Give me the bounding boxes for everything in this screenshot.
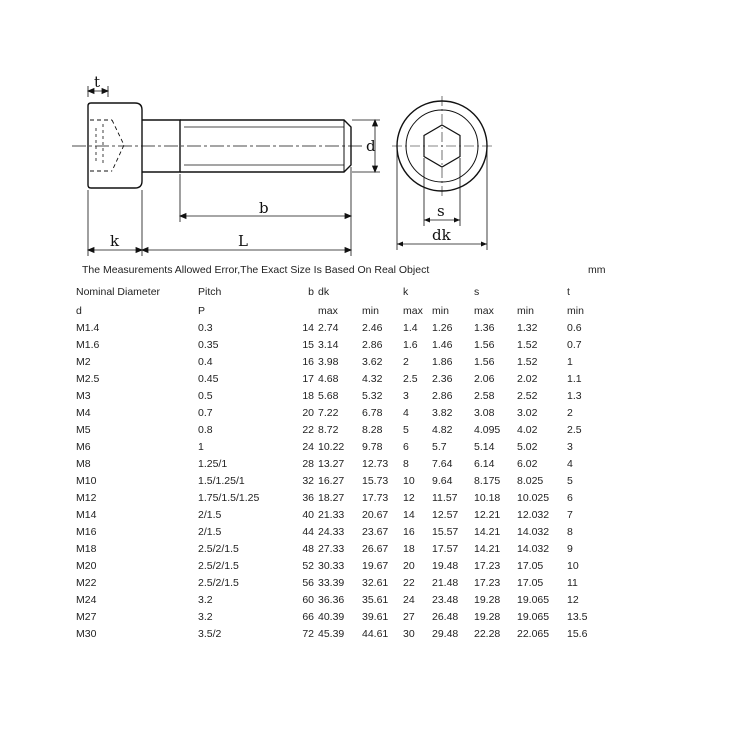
table-cell: b <box>308 286 314 298</box>
table-cell: 16 <box>302 356 314 368</box>
table-cell: 8 <box>403 458 409 470</box>
table-cell: 11.57 <box>432 492 458 504</box>
table-cell: s <box>474 285 480 298</box>
table-cell: 23.67 <box>362 526 389 538</box>
table-row <box>76 337 607 354</box>
table-cell: 2.5/2/1.5 <box>198 577 239 589</box>
table-cell: 1 <box>198 441 204 453</box>
table-cell: 4 <box>403 407 409 419</box>
table-cell: M1.6 <box>76 339 100 351</box>
table-cell: 1.1 <box>567 373 582 385</box>
label-b: b <box>259 199 269 217</box>
table-cell: 8.175 <box>474 475 501 487</box>
table-cell: 2 <box>567 407 573 419</box>
table-row <box>76 320 607 337</box>
table-cell: M2 <box>76 356 91 368</box>
table-cell: 4.32 <box>362 373 383 385</box>
table-cell: 12.57 <box>432 509 459 521</box>
table-cell: P <box>198 305 206 317</box>
table-cell: 3.08 <box>474 407 495 419</box>
table-cell: M8 <box>76 458 91 470</box>
table-cell: 44 <box>302 526 314 538</box>
table-cell: 1.26 <box>432 322 453 334</box>
table-cell: 2.5/2/1.5 <box>198 560 239 572</box>
table-cell: 3.98 <box>318 356 339 368</box>
table-cell: M1.4 <box>76 322 100 334</box>
table-cell <box>432 281 474 303</box>
table-cell: 7 <box>567 509 573 521</box>
table-cell: 13.5 <box>567 611 588 623</box>
table-cell: 11 <box>567 577 578 589</box>
table-cell: 5 <box>567 475 573 487</box>
specification-table <box>76 281 607 643</box>
table-cell: 1.3 <box>567 390 582 402</box>
table-cell: t <box>567 285 570 298</box>
table-header-row <box>76 281 607 303</box>
table-cell: 1.56 <box>474 339 495 351</box>
table-cell: 1.75/1.5/1.25 <box>198 492 260 504</box>
table-cell: d <box>76 305 82 317</box>
table-cell: 15 <box>302 339 314 351</box>
table-cell: 1.6 <box>403 339 418 351</box>
table-cell: 2.58 <box>474 390 495 402</box>
table-cell: 8 <box>567 526 573 538</box>
dimension-lines <box>88 86 380 256</box>
table-cell: 56 <box>302 577 314 589</box>
table-cell: 35.61 <box>362 594 389 606</box>
table-cell: 2.86 <box>362 339 383 351</box>
table-cell: 29.48 <box>432 628 459 640</box>
table-cell: 2.74 <box>318 322 339 334</box>
table-cell: 0.3 <box>198 322 213 334</box>
table-row <box>76 524 607 541</box>
table-cell: 30 <box>403 628 415 640</box>
table-cell: 24 <box>403 594 415 606</box>
table-cell: M27 <box>76 611 97 623</box>
table-cell: 1.52 <box>517 356 538 368</box>
table-cell: 10 <box>403 475 415 487</box>
table-cell: 32 <box>302 475 314 487</box>
table-cell: 17.73 <box>362 492 389 504</box>
table-cell: 10.025 <box>517 492 550 504</box>
table-cell: 10.18 <box>474 492 501 504</box>
table-cell: 14 <box>403 509 415 521</box>
table-cell: 16 <box>403 526 415 538</box>
table-cell: 3 <box>403 390 409 402</box>
table-cell: dk <box>318 285 330 298</box>
table-row <box>76 592 607 609</box>
table-cell: 21.33 <box>318 509 345 521</box>
table-cell: M5 <box>76 424 91 436</box>
screw-technical-drawing <box>0 0 730 262</box>
table-cell: 3 <box>567 441 573 453</box>
label-t: t <box>94 73 101 91</box>
table-cell: k <box>403 285 409 298</box>
table-cell: 4.095 <box>474 424 501 436</box>
table-cell: 3.82 <box>432 407 453 419</box>
table-cell: 0.8 <box>198 424 213 436</box>
table-row <box>76 439 607 456</box>
table-cell: 2.02 <box>517 373 538 385</box>
table-cell: 28 <box>302 458 314 470</box>
table-cell: 1.36 <box>474 322 495 334</box>
table-cell: 22 <box>403 577 415 589</box>
table-cell: 17.05 <box>517 577 544 589</box>
table-cell: 3.62 <box>362 356 383 368</box>
table-cell: 36.36 <box>318 594 345 606</box>
table-cell: 20.67 <box>362 509 389 521</box>
table-cell: 2.46 <box>362 322 383 334</box>
table-cell: 14.21 <box>474 543 501 555</box>
table-cell: 7.22 <box>318 407 339 419</box>
table-cell: 22.065 <box>517 628 550 640</box>
table-row <box>76 405 607 422</box>
table-cell: 39.61 <box>362 611 389 623</box>
table-cell: 0.35 <box>198 339 219 351</box>
table-cell: 3.5/2 <box>198 628 222 640</box>
table-cell: 2 <box>403 356 409 368</box>
table-cell: 15.6 <box>567 628 588 640</box>
table-cell: 66 <box>302 611 314 623</box>
table-cell: 9.64 <box>432 475 453 487</box>
table-cell: 52 <box>302 560 314 572</box>
table-cell <box>362 281 403 303</box>
table-cell: 6 <box>567 492 573 504</box>
table-cell: 12.032 <box>517 509 550 521</box>
table-cell: 16.27 <box>318 475 345 487</box>
table-cell: 72 <box>302 628 314 640</box>
table-cell <box>517 281 567 303</box>
table-cell: 60 <box>302 594 314 606</box>
table-cell: 20 <box>302 407 314 419</box>
table-cell: 8.72 <box>318 424 339 436</box>
table-cell: 2.52 <box>517 390 538 402</box>
table-cell: 6 <box>403 441 409 453</box>
table-cell: 27 <box>403 611 415 623</box>
table-cell: M30 <box>76 628 97 640</box>
label-s: s <box>437 202 445 220</box>
table-cell: 2.5 <box>567 424 582 436</box>
table-cell: 6.14 <box>474 458 495 470</box>
table-cell: 2.06 <box>474 373 495 385</box>
label-L: L <box>238 232 248 250</box>
table-row <box>76 354 607 371</box>
table-cell: 12.73 <box>362 458 389 470</box>
table-cell: Nominal Diameter <box>76 285 161 298</box>
table-cell: 2/1.5 <box>198 526 222 538</box>
table-cell: 18 <box>302 390 314 402</box>
table-cell: 24.33 <box>318 526 345 538</box>
table-cell: 0.7 <box>198 407 213 419</box>
table-cell <box>295 303 314 320</box>
table-cell: 2.36 <box>432 373 453 385</box>
screw-side-view <box>88 103 351 188</box>
table-cell: 0.6 <box>567 322 582 334</box>
table-cell: 12 <box>403 492 415 504</box>
table-cell: min <box>567 305 584 317</box>
table-cell: 33.39 <box>318 577 345 589</box>
table-cell: 4.02 <box>517 424 538 436</box>
table-cell: 3.2 <box>198 594 213 606</box>
table-cell: 2.5 <box>403 373 418 385</box>
table-cell: 1.5/1.25/1 <box>198 475 245 487</box>
table-cell: 14.032 <box>517 543 550 555</box>
table-cell: Pitch <box>198 285 222 298</box>
table-cell: 18 <box>403 543 415 555</box>
table-cell: M4 <box>76 407 91 419</box>
table-cell: 0.45 <box>198 373 219 385</box>
table-cell: 30.33 <box>318 560 345 572</box>
table-cell: 15.57 <box>432 526 459 538</box>
table-cell: 27.33 <box>318 543 345 555</box>
table-cell: M2.5 <box>76 373 100 385</box>
table-cell: 19.28 <box>474 594 501 606</box>
unit-label: mm <box>588 264 606 276</box>
table-cell: max <box>318 305 338 317</box>
table-cell: 26.67 <box>362 543 389 555</box>
table-cell: 1.25/1 <box>198 458 228 470</box>
table-row <box>76 507 607 524</box>
table-cell: 1.56 <box>474 356 495 368</box>
table-cell: 17.23 <box>474 577 501 589</box>
table-cell: 36 <box>302 492 314 504</box>
table-cell: 5.02 <box>517 441 538 453</box>
table-cell: min <box>362 305 379 317</box>
table-cell: 2/1.5 <box>198 509 222 521</box>
table-cell: 1.86 <box>432 356 453 368</box>
table-cell: 14 <box>302 322 314 334</box>
table-cell: 2.86 <box>432 390 453 402</box>
table-cell: 19.67 <box>362 560 389 572</box>
table-cell: M12 <box>76 492 97 504</box>
table-cell: 0.5 <box>198 390 213 402</box>
table-cell: 12.21 <box>474 509 501 521</box>
table-cell: max <box>474 305 494 317</box>
table-row <box>76 575 607 592</box>
table-cell: 19.28 <box>474 611 501 623</box>
table-cell: 7.64 <box>432 458 453 470</box>
table-cell: 8.025 <box>517 475 544 487</box>
table-cell: 10.22 <box>318 441 345 453</box>
label-d: d <box>366 137 376 155</box>
table-cell: 4.68 <box>318 373 339 385</box>
table-row <box>76 473 607 490</box>
label-k: k <box>110 232 120 250</box>
table-row <box>76 541 607 558</box>
table-cell: M20 <box>76 560 97 572</box>
table-row <box>76 626 607 643</box>
table-cell: 9.78 <box>362 441 383 453</box>
table-cell: 44.61 <box>362 628 389 640</box>
table-cell: M24 <box>76 594 97 606</box>
table-cell: 22 <box>302 424 314 436</box>
table-subheader-row <box>76 303 607 320</box>
table-row <box>76 371 607 388</box>
table-cell: 1.46 <box>432 339 453 351</box>
table-row <box>76 422 607 439</box>
table-cell: min <box>432 305 449 317</box>
measurement-note: The Measurements Allowed Error,The Exact Size Is Based On Real Object <box>82 264 430 276</box>
table-cell: 1.4 <box>403 322 418 334</box>
table-cell: M18 <box>76 543 97 555</box>
table-cell: 3.14 <box>318 339 339 351</box>
table-row <box>76 456 607 473</box>
table-cell: 17.05 <box>517 560 544 572</box>
table-cell: 20 <box>403 560 415 572</box>
table-cell: 23.48 <box>432 594 459 606</box>
table-cell: 1.52 <box>517 339 538 351</box>
table-row <box>76 558 607 575</box>
table-cell: 9 <box>567 543 573 555</box>
table-cell: M22 <box>76 577 97 589</box>
table-cell: 5.7 <box>432 441 447 453</box>
table-cell: 14.21 <box>474 526 501 538</box>
table-cell: 26.48 <box>432 611 459 623</box>
table-cell: max <box>403 305 423 317</box>
table-cell: 40 <box>302 509 314 521</box>
table-cell: M14 <box>76 509 97 521</box>
table-cell: 19.065 <box>517 594 550 606</box>
table-cell: 15.73 <box>362 475 389 487</box>
table-cell: M16 <box>76 526 97 538</box>
table-cell: 19.065 <box>517 611 550 623</box>
table-cell: 4.82 <box>432 424 453 436</box>
table-row <box>76 609 607 626</box>
table-cell: 2.5/2/1.5 <box>198 543 239 555</box>
table-cell: 3.2 <box>198 611 213 623</box>
table-cell: M6 <box>76 441 91 453</box>
table-cell: 21.48 <box>432 577 459 589</box>
table-cell: 12 <box>567 594 579 606</box>
table-cell: 1 <box>567 356 573 368</box>
table-cell: 45.39 <box>318 628 345 640</box>
table-cell: 6.78 <box>362 407 383 419</box>
table-cell: 17.23 <box>474 560 501 572</box>
table-row <box>76 388 607 405</box>
table-cell: 1.32 <box>517 322 538 334</box>
table-cell: 3.02 <box>517 407 538 419</box>
table-cell: 14.032 <box>517 526 550 538</box>
table-cell: 19.48 <box>432 560 459 572</box>
table-cell: 5.68 <box>318 390 339 402</box>
table-cell: 5.32 <box>362 390 383 402</box>
table-cell: 17.57 <box>432 543 459 555</box>
table-cell: M3 <box>76 390 91 402</box>
table-cell: 8.28 <box>362 424 383 436</box>
table-cell: 24 <box>302 441 314 453</box>
table-cell: 22.28 <box>474 628 501 640</box>
table-cell: 5.14 <box>474 441 495 453</box>
table-cell: 32.61 <box>362 577 389 589</box>
table-cell: 5 <box>403 424 409 436</box>
table-cell: M10 <box>76 475 97 487</box>
label-dk: dk <box>432 226 451 244</box>
table-cell: 18.27 <box>318 492 345 504</box>
table-cell: 0.4 <box>198 356 213 368</box>
table-cell: 0.7 <box>567 339 582 351</box>
table-row <box>76 490 607 507</box>
table-cell: 48 <box>302 543 314 555</box>
table-cell: 13.27 <box>318 458 345 470</box>
table-cell: 4 <box>567 458 573 470</box>
table-cell: 6.02 <box>517 458 538 470</box>
table-cell: 10 <box>567 560 579 572</box>
table-cell: 40.39 <box>318 611 345 623</box>
table-cell: 17 <box>302 373 314 385</box>
table-cell: min <box>517 305 534 317</box>
